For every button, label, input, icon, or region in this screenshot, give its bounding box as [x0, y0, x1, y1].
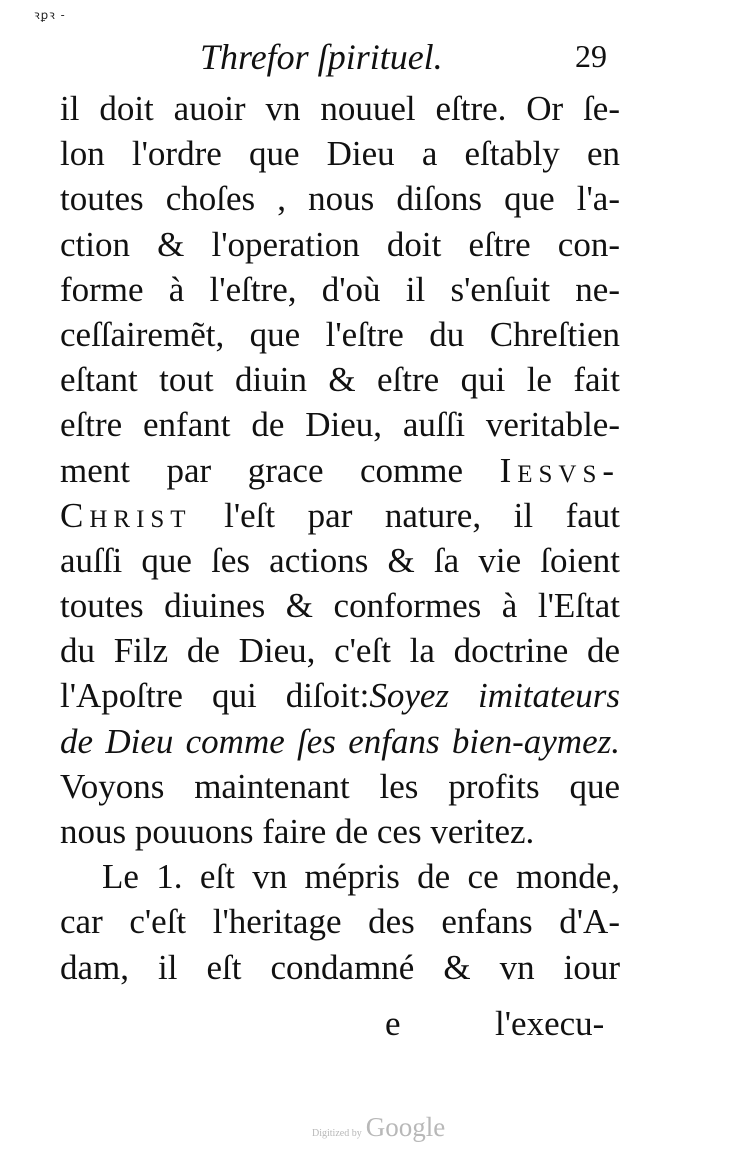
text-line: [60, 448, 620, 493]
text-line: [60, 493, 620, 538]
text-fragment: l'eſt par nature, il faut: [224, 495, 620, 535]
text-fragment: l'Apoſtre qui diſoit:: [60, 676, 370, 716]
text-line: eſtant tout diuin & eſtre qui le fait: [60, 360, 620, 400]
corner-mark: ꝛꝑꝛ -: [34, 8, 66, 22]
name-small-caps: Iesvs-: [499, 450, 621, 490]
text-line: [60, 673, 620, 718]
text-line: Le 1. eſt vn mépris de ce monde,: [102, 857, 620, 897]
text-line: auſſi que ſes actions & ſa vie ſoient: [60, 540, 620, 580]
text-line: dam, il eſt condamné & vn iour: [60, 947, 620, 987]
signature-mark: e: [385, 1004, 401, 1043]
text-line: Voyons maintenant les profits que: [60, 766, 620, 806]
text-line: ction & l'operation doit eſtre con-: [60, 224, 620, 264]
text-line: toutes diuines & conformes à l'Eſtat: [60, 586, 620, 626]
text-line: du Filz de Dieu, c'eſt la doctrine de: [60, 631, 620, 671]
text-line: il doit auoir vn nouuel eſtre. Or ſe-: [60, 89, 620, 128]
page-number: 29: [575, 38, 607, 74]
watermark-prefix: Digitized by: [312, 1128, 362, 1139]
running-head: Threfor ſpirituel.: [200, 37, 443, 77]
italic-quote: de Dieu comme ſes enfans bien-aymez.: [60, 721, 620, 761]
text-line: ceſſairemẽt, que l'eſtre du Chreſtien: [60, 314, 620, 354]
name-small-caps: Christ: [60, 495, 192, 535]
text-line: toutes choſes , nous diſons que l'a-: [60, 179, 620, 219]
watermark-brand: Google: [365, 1112, 446, 1142]
italic-quote: Soyez imitateurs: [369, 676, 621, 716]
text-line: lon l'ordre que Dieu a eſtably en: [60, 134, 620, 174]
text-line: car c'eſt l'heritage des enfans d'A-: [60, 902, 620, 942]
text-fragment: ment par grace comme: [60, 450, 464, 490]
text-line: nous pouuons faire de ces veritez.: [60, 812, 535, 851]
text-line: eſtre enfant de Dieu, auſſi veritable-: [60, 405, 620, 445]
catchword: l'execu-: [495, 1004, 605, 1043]
body-text: [60, 86, 620, 990]
text-line: forme à l'eſtre, d'où il s'enſuit ne-: [60, 269, 620, 309]
digitization-watermark: [312, 1112, 445, 1143]
